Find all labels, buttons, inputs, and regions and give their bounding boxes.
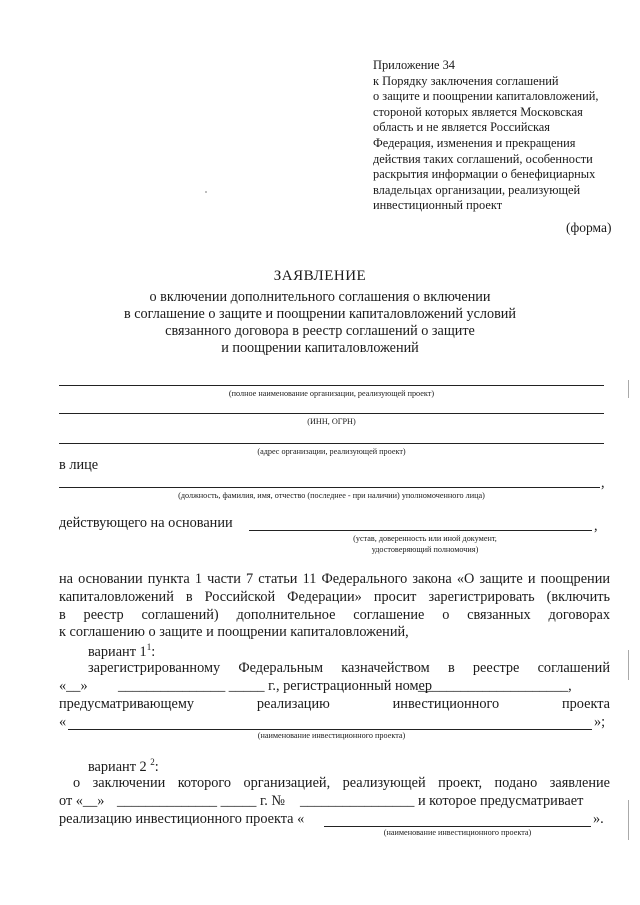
annex-line: к Порядку заключения соглашений	[373, 73, 559, 88]
form-label: (форма)	[566, 220, 612, 235]
address-caption: (адрес организации, реализующей проект)	[257, 447, 406, 456]
scan-artifact	[628, 650, 629, 680]
org-name-caption: (полное наименование организации, реализующей проект)	[228, 389, 435, 398]
variant2-app-number[interactable]: ________________ и которое предусматривает	[300, 793, 584, 809]
variant2-line: реализацию инвестиционного проекта «	[59, 811, 305, 827]
title-line: связанного договора в реестр соглашений о защите	[165, 323, 475, 339]
scan-artifact	[628, 380, 629, 398]
variant2-project-caption: (наименование инвестиционного проекта)	[383, 828, 532, 837]
quote-open: «	[59, 714, 67, 730]
basis-caption: удостоверяющий полномочия)	[371, 545, 479, 554]
variant1-date-day[interactable]: «__»	[59, 678, 88, 694]
body-line: на основании пункта 1 части 7 статьи 11 Федерального закона «О защите и поощрении	[59, 571, 610, 587]
annex-line: раскрытия информации о бенефициарных	[373, 167, 596, 182]
inn-caption: (ИНН, ОГРН)	[307, 417, 356, 426]
body-line: в реестр соглашений) дополнительное соглашение о связанных договорах	[59, 607, 610, 623]
footnote-ref: 2	[150, 757, 155, 767]
person-caption: (должность, фамилия, имя, отчество (последнее - при наличии) уполномоченного лица)	[178, 491, 485, 500]
person-label: в лице	[59, 457, 99, 473]
scan-artifact	[205, 191, 207, 193]
basis-label: действующего на основании	[59, 515, 233, 531]
variant2-date-no[interactable]: ______________ _____ г. №	[117, 793, 286, 809]
title-line: и поощрении капиталовложений	[221, 340, 419, 356]
annex-line: Федерация, изменения и прекращения	[373, 135, 576, 150]
annex-line: Приложение 34	[373, 58, 455, 72]
variant2-line: о заключении которого организацией, реализующей проект, подано заявление	[73, 775, 610, 791]
variant1-line: предусматривающему реализацию инвестиционного проекта	[59, 696, 610, 712]
variant2-label-text: вариант 2	[88, 758, 147, 775]
org-name-field[interactable]	[59, 385, 604, 386]
document-title: ЗАЯВЛЕНИЕ	[273, 268, 367, 284]
variant2-project-name-field[interactable]	[324, 826, 591, 827]
annex-line: область и не является Российская	[373, 120, 551, 135]
footnote-ref: 1	[146, 642, 152, 652]
annex-line: владельцах организации, реализующей	[373, 182, 581, 197]
annex-line: действия таких соглашений, особенности	[373, 151, 593, 166]
variant1-project-name-field[interactable]	[68, 729, 592, 730]
scan-artifact	[628, 800, 629, 840]
basis-caption: (устав, доверенность или иной документ,	[353, 534, 497, 543]
body-line: капиталовложений в Российской Федерации» просит зарегистрировать (включить	[59, 589, 610, 605]
variant1-date-reg[interactable]: _______________ _____ г., регистрационный номер	[118, 678, 433, 694]
person-field[interactable]	[59, 487, 600, 488]
variant1-project-caption: (наименование инвестиционного проекта)	[257, 731, 406, 740]
inn-field[interactable]	[59, 413, 604, 414]
variant2-colon: :	[154, 758, 159, 775]
annex-line: инвестиционный проект	[373, 198, 503, 213]
address-field[interactable]	[59, 443, 604, 444]
annex-block	[373, 58, 598, 214]
variant1-reg-number[interactable]: _____________________,	[418, 678, 572, 694]
title-line: в соглашение о защите и поощрении капиталовложений условий	[124, 306, 516, 322]
annex-line: стороной которых является Московская	[373, 104, 583, 119]
variant2-date-day[interactable]: от «__»	[59, 793, 105, 809]
quote-close: »;	[594, 714, 606, 730]
quote-close: ».	[593, 811, 604, 827]
title-line: о включении дополнительного соглашения о включении	[149, 289, 491, 305]
annex-line: о защите и поощрении капиталовложений,	[373, 89, 599, 104]
body-line: к соглашению о защите и поощрении капиталовложений,	[59, 624, 409, 640]
variant1-colon: :	[151, 643, 156, 660]
basis-comma: ,	[594, 518, 598, 534]
variant1-line: зарегистрированному Федеральным казначейством в реестре соглашений	[88, 660, 610, 676]
variant1-label	[88, 642, 155, 661]
basis-field[interactable]	[249, 530, 592, 531]
variant1-label-text: вариант 1	[88, 643, 147, 660]
variant2-label	[88, 757, 159, 776]
person-comma: ,	[601, 475, 605, 491]
